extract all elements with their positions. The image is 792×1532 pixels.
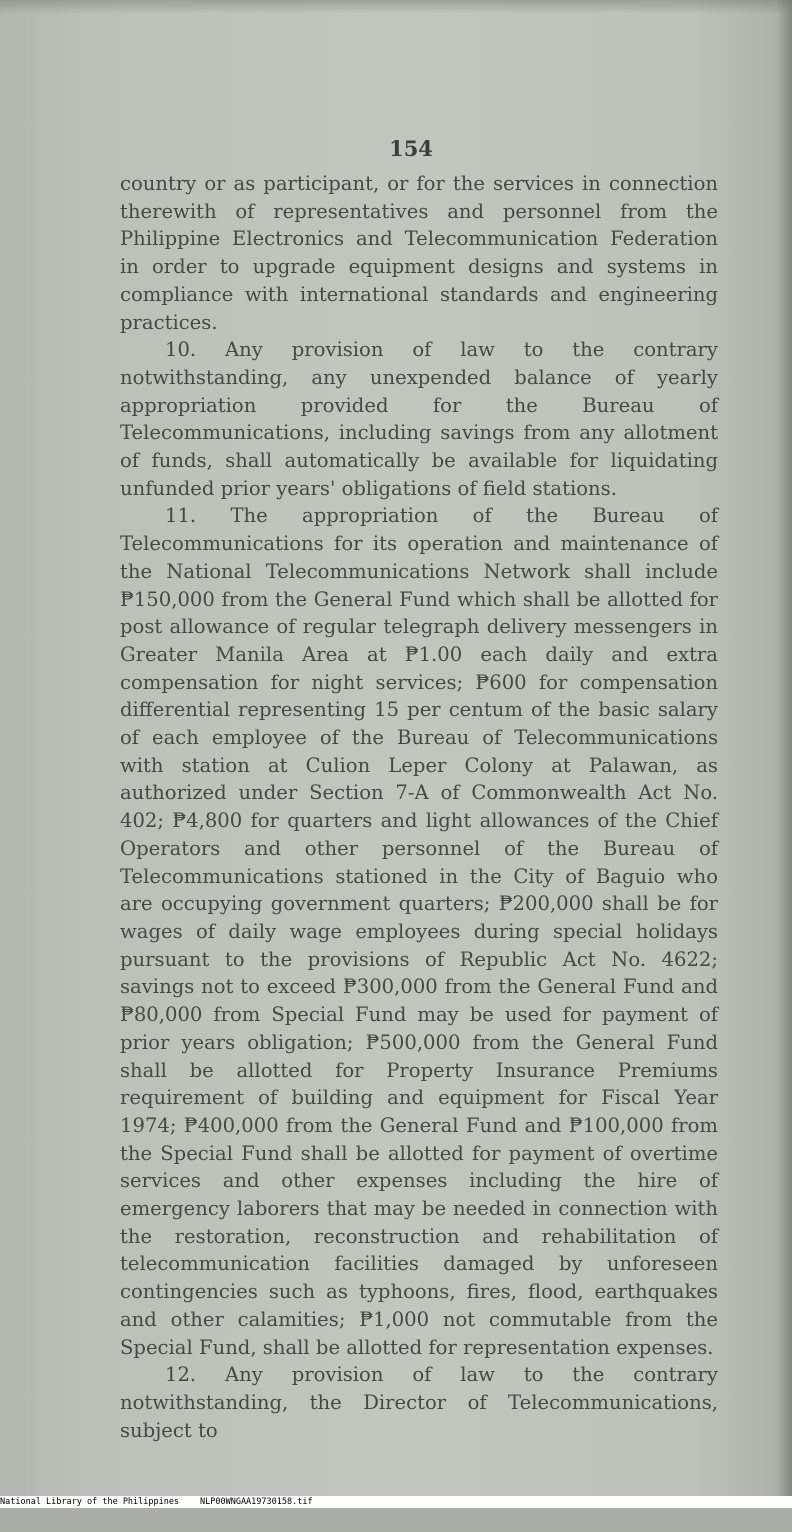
footer-file-id: NLP00WNGAA19730158.tif — [200, 1497, 313, 1507]
page-shadow-top — [0, 0, 792, 14]
paragraph-12: 12. Any provision of law to the contrary notwithstanding, the Director of Telecommunications, subject to — [120, 1363, 718, 1442]
scan-footer — [0, 1496, 792, 1508]
paragraph-11: 11. The appropriation of the Bureau of Telecommunications for its operation and maintenance of the National Telecommunications Network shall include ₱150,000 from the General Fund which shall be allotted for post allowance of regular telegraph delivery messengers in Greater Manila Area at ₱1.00 each daily and extra compensation for night services; ₱600 for compensation differential representing 15 per centum of the basic salary of each employee of the Bureau of Telecommunications with station at Culion Leper Colony at Palawan, as authorized under Section 7-A of Commonwealth Act No. 402; ₱4,800 for quarters and light allowances of the Chief Operators and other personnel of the Bureau of Telecommunications stationed in the City of Baguio who are occupying government quarters; ₱200,000 shall be for wages of daily wage employees during special holidays pursuant to the provisions of Republic Act No. 4622; savings not to exceed ₱300,000 from the General Fund and ₱80,000 from Special Fund may be used for payment of prior years obligation; ₱500,000 from the General Fund shall be allotted for Property Insurance Premiums requirement of building and equipment for Fiscal Year 1974; ₱400,000 from the General Fund and ₱100,000 from the Special Fund shall be allotted for payment of overtime services and other expenses including the hire of emergency laborers that may be needed in connection with the restoration, reconstruction and rehabilitation of telecommunication facilities damaged by unforeseen contingencies such as typhoons, fires, flood, earthquakes and other calamities; ₱1,000 not commutable from the Special Fund, shall be allotted for representation expenses. — [120, 504, 718, 1359]
document-body — [120, 170, 718, 1444]
paragraph-10: 10. Any provision of law to the contrary notwithstanding, any unexpended balance of yearly appropriation provided for the Bureau of Telecommunications, including savings from any allotment of funds, shall automatically be available for liquidating unfunded prior years' obligations of field stations. — [120, 338, 718, 500]
page-number: 154 — [389, 136, 433, 161]
footer-library: National Library of the Philippines — [0, 1497, 180, 1507]
page-shadow-right — [776, 0, 792, 1496]
paragraph-continuation: country or as participant, or for the services in connection therewith of representatives and personnel from the Philippine Electronics and Telecommunication Federation in order to upgrade equipment designs and systems in compliance with international standards and engineering practices. — [120, 172, 718, 334]
